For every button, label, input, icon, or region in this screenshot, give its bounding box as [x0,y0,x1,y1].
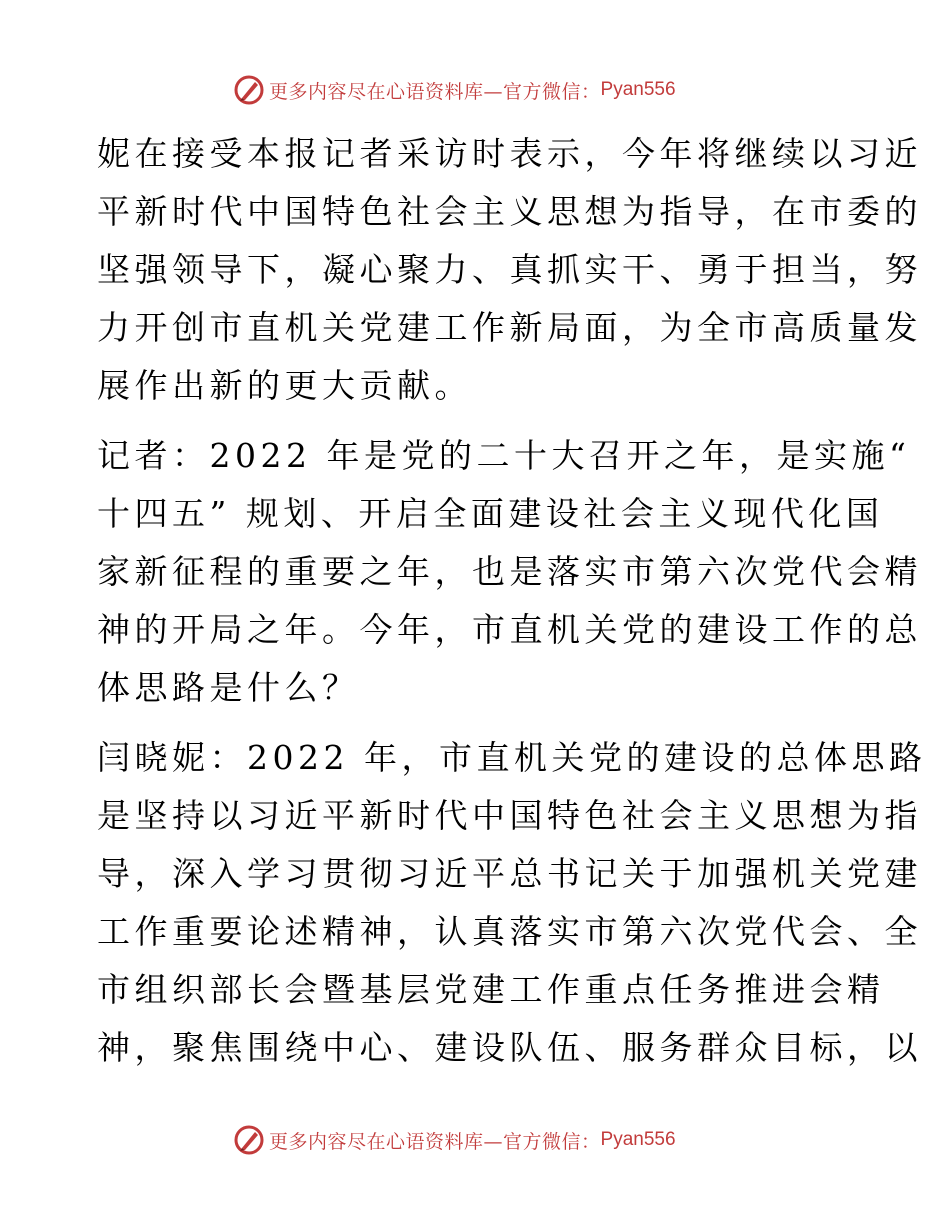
text-line: 平新时代中国特色社会主义思想为指导，在市委的 [97,192,922,231]
paragraph [97,427,922,717]
text-line: 展作出新的更大贡献。 [97,366,472,405]
watermark-text: 更多内容尽在心语资料库—官方微信： [269,80,601,103]
header-watermark [233,72,676,108]
watermark-id: Pyan556 [600,79,676,100]
footer-watermark [233,1122,676,1158]
text-line: 家新征程的重要之年，也是落实市第六次党代会精 [97,552,922,591]
text-line: 工作重要论述精神，认真落实市第六次党代会、全 [97,912,922,951]
paragraph [97,125,922,415]
watermark-id: Pyan556 [600,1129,676,1150]
text-line: 坚强领导下，凝心聚力、真抓实干、勇于担当，努 [97,250,922,289]
pen-logo-icon [233,1124,265,1156]
text-line: 神，聚焦围绕中心、建设队伍、服务群众目标，以 [97,1028,922,1067]
text-line: 导，深入学习贯彻习近平总书记关于加强机关党建 [97,854,922,893]
pen-logo-icon [233,74,265,106]
document-body [97,125,927,1077]
text-line: 妮在接受本报记者采访时表示，今年将继续以习近 [97,134,922,173]
text-line: 十四五” 规划、开启全面建设社会主义现代化国 [97,494,884,533]
text-line: 记者：2022 年是党的二十大召开之年，是实施“ [97,436,911,475]
watermark-text: 更多内容尽在心语资料库—官方微信： [269,1130,601,1153]
text-line: 市组织部长会暨基层党建工作重点任务推进会精 [97,970,885,1009]
paragraph [97,729,927,1077]
text-line: 体思路是什么？ [97,668,360,707]
text-line: 闫晓妮：2022 年，市直机关党的建设的总体思路 [97,738,927,777]
text-line: 神的开局之年。今年，市直机关党的建设工作的总 [97,610,922,649]
text-line: 力开创市直机关党建工作新局面，为全市高质量发 [97,308,922,347]
text-line: 是坚持以习近平新时代中国特色社会主义思想为指 [97,796,922,835]
